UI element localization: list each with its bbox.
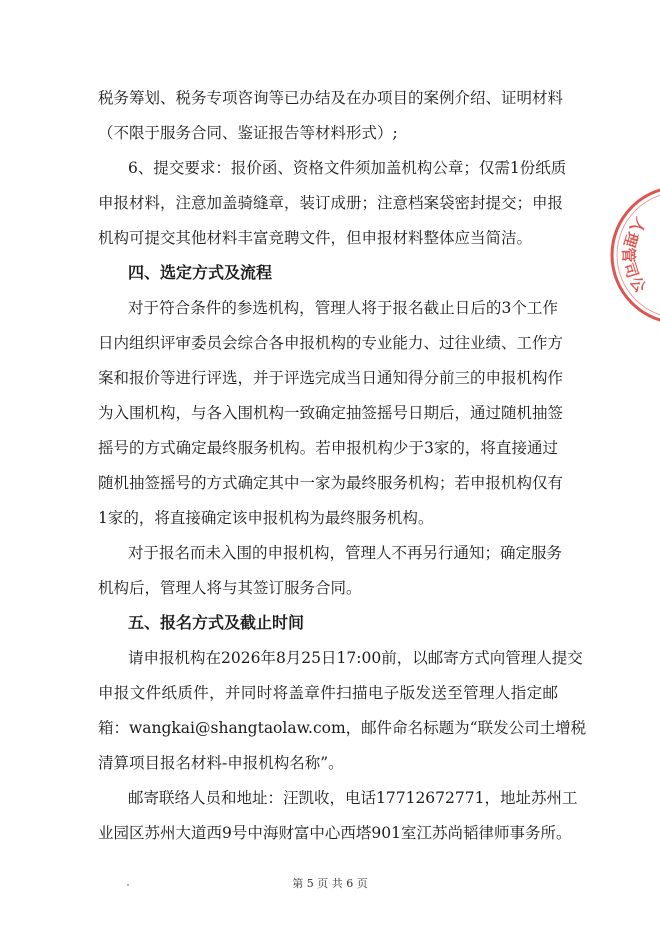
seal-character: 人 <box>626 214 650 237</box>
text-line: 6、提交要求：报价函、资格文件须加盖机构公章；仅需1份纸质 <box>128 159 567 177</box>
text-line: 机构可提交其他材料丰富竞聘文件，但申报材料整体应当简洁。 <box>98 229 533 247</box>
seal-character: 司 <box>620 260 642 281</box>
text-line: 箱：wangkai@shangtaolaw.com，邮件命名标题为“联发公司土增税 <box>98 719 587 737</box>
text-line: 业园区苏州大道西9号中海财富中心西塔901室江苏尚韬律师事务所。 <box>98 824 572 842</box>
official-seal-stamp <box>605 180 660 330</box>
text-line: （不限于服务合同、鉴证报告等材料形式）; <box>98 124 398 142</box>
text-line: 请申报机构在2026年8月25日17:00前，以邮寄方式向管理人提交 <box>128 649 583 667</box>
text-line: 1家的，将直接确定该申报机构为最终服务机构。 <box>98 509 434 527</box>
text-line: 税务筹划、税务专项咨询等已办结及在办项目的案例介绍、证明材料 <box>98 89 564 107</box>
text-line: 对于符合条件的参选机构，管理人将于报名截止日后的3个工作 <box>128 299 558 317</box>
text-line: 随机抽签摇号的方式确定其中一家为最终服务机构；若申报机构仅有 <box>98 474 564 492</box>
text-line: 申报材料，注意加盖骑缝章，装订成册；注意档案袋密封提交；申报 <box>98 194 564 212</box>
text-line: 为入围机构，与各入围机构一致确定抽签摇号日期后，通过随机抽签 <box>98 404 564 422</box>
text-line: 邮寄联络人员和地址：汪凯收，电话17712672771，地址苏州工 <box>128 789 578 807</box>
section-heading-5: 五、报名方式及截止时间 <box>128 613 305 632</box>
text-line: 清算项目报名材料-申报机构名称”。 <box>98 754 344 772</box>
seal-character: 公 <box>626 273 650 296</box>
page-number-footer: 第 5 页 共 6 页 <box>292 877 368 890</box>
text-line: 申报文件纸质件，并同时将盖章件扫描电子版发送至管理人指定邮 <box>98 684 558 702</box>
text-line: 日内组织评审委员会综合各申报机构的专业能力、过往业绩、工作方 <box>98 334 564 352</box>
text-line: 对于报名而未入围的申报机构，管理人不再另行通知；确定服务 <box>128 544 563 562</box>
seal-character: 理 <box>620 229 642 250</box>
seal-character: 管 <box>619 247 638 263</box>
text-line: 机构后，管理人将与其签订服务合同。 <box>98 579 362 597</box>
text-line: 摇号的方式确定最终服务机构。若申报机构少于3家的，将直接通过 <box>98 439 558 457</box>
text-line: 案和报价等进行评选，并于评选完成当日通知得分前三的申报机构作 <box>98 369 564 387</box>
section-heading-4: 四、选定方式及流程 <box>128 263 273 282</box>
